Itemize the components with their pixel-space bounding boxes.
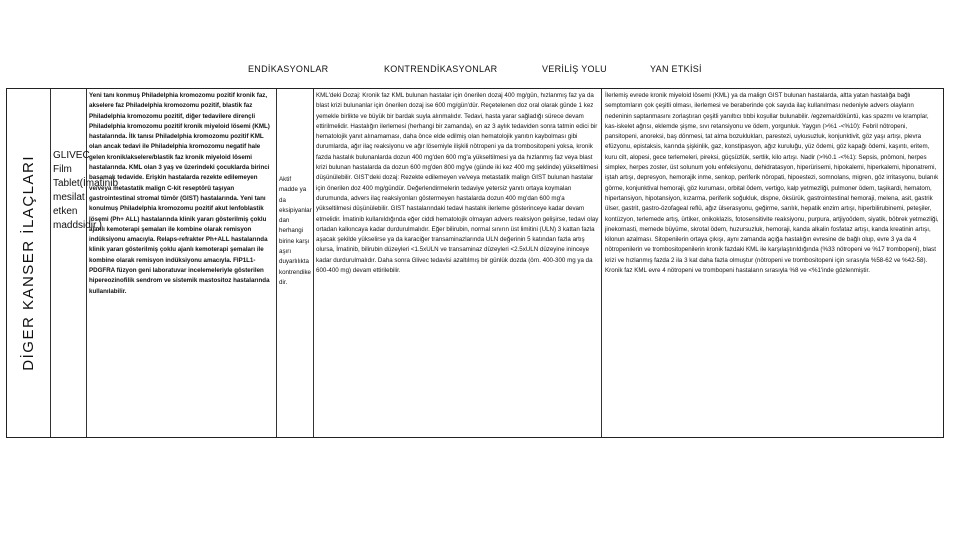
header-side-effects: YAN ETKİSİ xyxy=(650,64,702,74)
header-indications: ENDİKASYONLAR xyxy=(248,64,329,74)
category-label: DİGER KANSER İLAÇLARI xyxy=(20,155,37,371)
drug-name-cell: GLIVEC Film Tablet(İmatinib mesilat etken maddsidir.) xyxy=(51,89,87,437)
side-effects-cell: İlerlemiş evrede kronik miyeloid lösemi (KML) ya da malign GIST bulunan hastalarda, altta yatan hastalığa bağlı semptomların çok çeşitli olması, ilerlemesi ve beraberinde çok sayıda ilaç kullanılması nedeniyle advers olayların nedeninin saptanmasını zorlaştıran çeşitli yanıltıcı tıbbi koşullar bulunabilir. /egzema/döküntü, kas spazmı ve kramplar, kas-iskelet ağrısı, eklemde şişme, sıvı retansiyonu ve ödem, yorgunluk. Yaygın (>%1 -<%10): Febril nötropeni, pansitopeni, anoreksi, baş dönmesi, tat alma bozuklukları, parestezi, uykusuzluk, konjunktivit, göz yaşı artışı, plevra efüzyonu, epistaksis, karında şişkinlik, gaz, konstipasyon, ağız kuruluğu, yüz ödemi, göz kapağı ödemi, kaşıntı, eritem, kuru cilt, alopesi, gece terlemeleri, pireksi, güçsüzlük, sertlik, kilo artışı. Nadir (>%0.1 -<%1): Sepsis, pnömoni, herpes simplex, herpes zoster, üst solunum yolu enfeksiyonu, dehidratasyon, hiperürisemi, hipokalemi, hiperkalemi, hiponatremi, iştah artışı, depresyon, hemorajik inme, senkop, periferik nöropati, hipoestezi, somnolans, migren, göz irritasyonu, bulanık görme, konjunktival hemoraji, göz kuruması, orbital ödem, vertigo, kalp yetmezliği, pulmoner ödem, taşikardi, hematom, hipertansiyon, hipotansiyon, kızarma, periferik soğukluk, dispne, öksürük, gastrointestinal hemoraji, melena, asit, gastrik ülser, gastrit, gastro-özofageal reflü, ağız ülserasyonu, geğirme, sarılık, hepatik enzim artışı, hiperbilirubinemi, peteşiler, kontüzyon, terlemede artış, ürtiker, onikoklazis, fotosensitivite reaksiyonu, purpura, artjiyoödem, siyatik, böbrek yetmezliği, jinekomasti, memede büyüme, skrotal ödem, huzursuzluk, hemoraji, kanda alkalin fosfataz artışı, kanda kreatinin artışı, kilonun azalması. Sitopenilerin ortaya çıkışı, aynı zamanda açığa hastalığın evresine de bağlı olup, evre 3 ya da 4 nötropenilerin ve trombositopenilerin kronik fazdaki KML ile karşılaştırıldığında (%33 nötropeni ve %17 trombopeni), blast krizi ve hızlanmış fazda 2 ila 3 kat daha fazla olmuştur (nötropeni ve trombositopeni için sırasıyla %58-62 ve %42-58). Kronik faz KML evre 4 nötropeni ve trombopeni hastaların sırasıyla %8 ve <%1'inde gözlenmiştir. xyxy=(605,92,939,275)
header-contraindications: KONTRENDİKASYONLAR xyxy=(384,64,498,74)
category-cell xyxy=(7,89,51,437)
contraindications-cell: Aktif madde ya da eksipiyanlar dan herhangi birine karşı aşırı duyarlılıkta kontrendike dir. xyxy=(277,89,314,437)
drug-info-table xyxy=(6,88,944,438)
indications-cell: Yeni tanı konmuş Philadelphia kromozomu pozitif kronik faz, akselere faz Philadelphia kromozomu pozitif, blastik faz Philadelphia kromozomu pozitif, diğer tedavilere dirençli Philadelphia kromozomu pozitif kronik miyeloid lösemi (KML) hastalarında. İlk tanısı Philadelphia kromozomu pozitif KML olan ancak tedavi ile Philadelphia kromozomu negatif hale gelen kronik/akselere/blastik faz kronik miyeloid lösemi hastalarında. KML olan 3 yaş ve üzerindeki çocuklarda birinci basamak tedavide. Erişkin hastalarda rezekte edilemeyen ve/veya metastatik malign C-kit reseptörü taşıyan gastrointestinal stromal tümör (GIST) hastalarında. Yeni tanı konulmuş Philadelphia kromozomu pozitif akut lenfoblastik lösemi (Ph+ ALL) hastalarında klinik yararı gösterilmiş çoklu ajanlı kemoterapi şemaları ile kombine olarak remisyon indüksiyonu amacıyla. Relaps-refrakter Ph+ALL hastalarında klinik yararı gösterilmiş çoklu ajanlı kemoterapi şemaları ile kombine olarak remisyon indüksiyonu amacıyla. FIP1L1-PDGFRA füzyon geni laboratuvar incelemeleriyle gösterilen hipereozinofilik sendrom ve sistemik mastositoz hastalarında kullanılabilir. xyxy=(87,89,277,437)
dosage-cell: KML'deki Dozaj: Kronik faz KML bulunan hastalar için önerilen dozaj 400 mg/gün, hızlanmış faz ya da blast krizi bulunanlar için önerilen dozaj ise 600 mg/gün'dür. Reçetelenen doz oral olarak günde 1 kez yemekle birlikte ve büyük bir bardak suyla alınmalıdır. Tedavi, hasta yarar sağladığı sürece devam ettirilmelidir. Hastalığın ilerlemesi (herhangi bir zamanda), en az 3 aylık tedaviden sonra tatmin edici bir hematolojik yanıt alınamaması, daha önce elde edilmiş olan hematolojik yanıtın kaybolması gibi durumlarda, ağır ilaç reaksiyonu ve ağır lösemiyle ilişkili nötropeni ya da trombositopeni yoksa, kronik fazda hastalık bulunanlarda dozun 400 mg'den 600 mg'a yükseltilmesi ya da hızlanmış faz veya blast krizi bulunan hastalarda da dozun 600 mg'den 800 mg'ye (günde iki kez 400 mg şeklinde) yükseltilmesi düşünülebilir. GIST'deki dozaj: Rezekte edilemeyen ve/veya metastatik malign GIST bulunan hastalar için önerilen doz 400 mg/gündür. Değerlendirmelerin tedaviye yetersiz yanıtı ortaya koymaları durumunda, advers ilaç reaksiyonları göstermeyen hastalarda dozun 400 mg'dan 600 mg'a yükseltilmesi düşünülebilir. GIST hastalarındaki tedavi hastalık ilerleme gösterinceye kadar devam etmelidir. İmatinib kullanıldığında eğer ciddi hematolojik olmayan advers reaksiyon gelişirse, tedavi olay ortadan kalkıncaya kadar durdurulmalıdır. Eğer bilirubin, normal sınırın üst limitini (ULN) 3 kattan fazla aşacak şekilde yükselirse ya da karaciğer transaminazlarında ULN değerinin 5 katından fazla artış olursa, İmatinib, bilirubin düzeyleri <1.5xULN ve transaminaz düzeyleri <2.5xULN düzeyine ininceye kadar durdurulmalıdır. Daha sonra Glivec tedavisi azaltılmış bir günlük dozda (örn. 400-300 mg ya da 600-400 mg) devam ettirilebilir. xyxy=(314,89,602,437)
header-dosage: VERİLİŞ YOLU xyxy=(542,64,607,74)
